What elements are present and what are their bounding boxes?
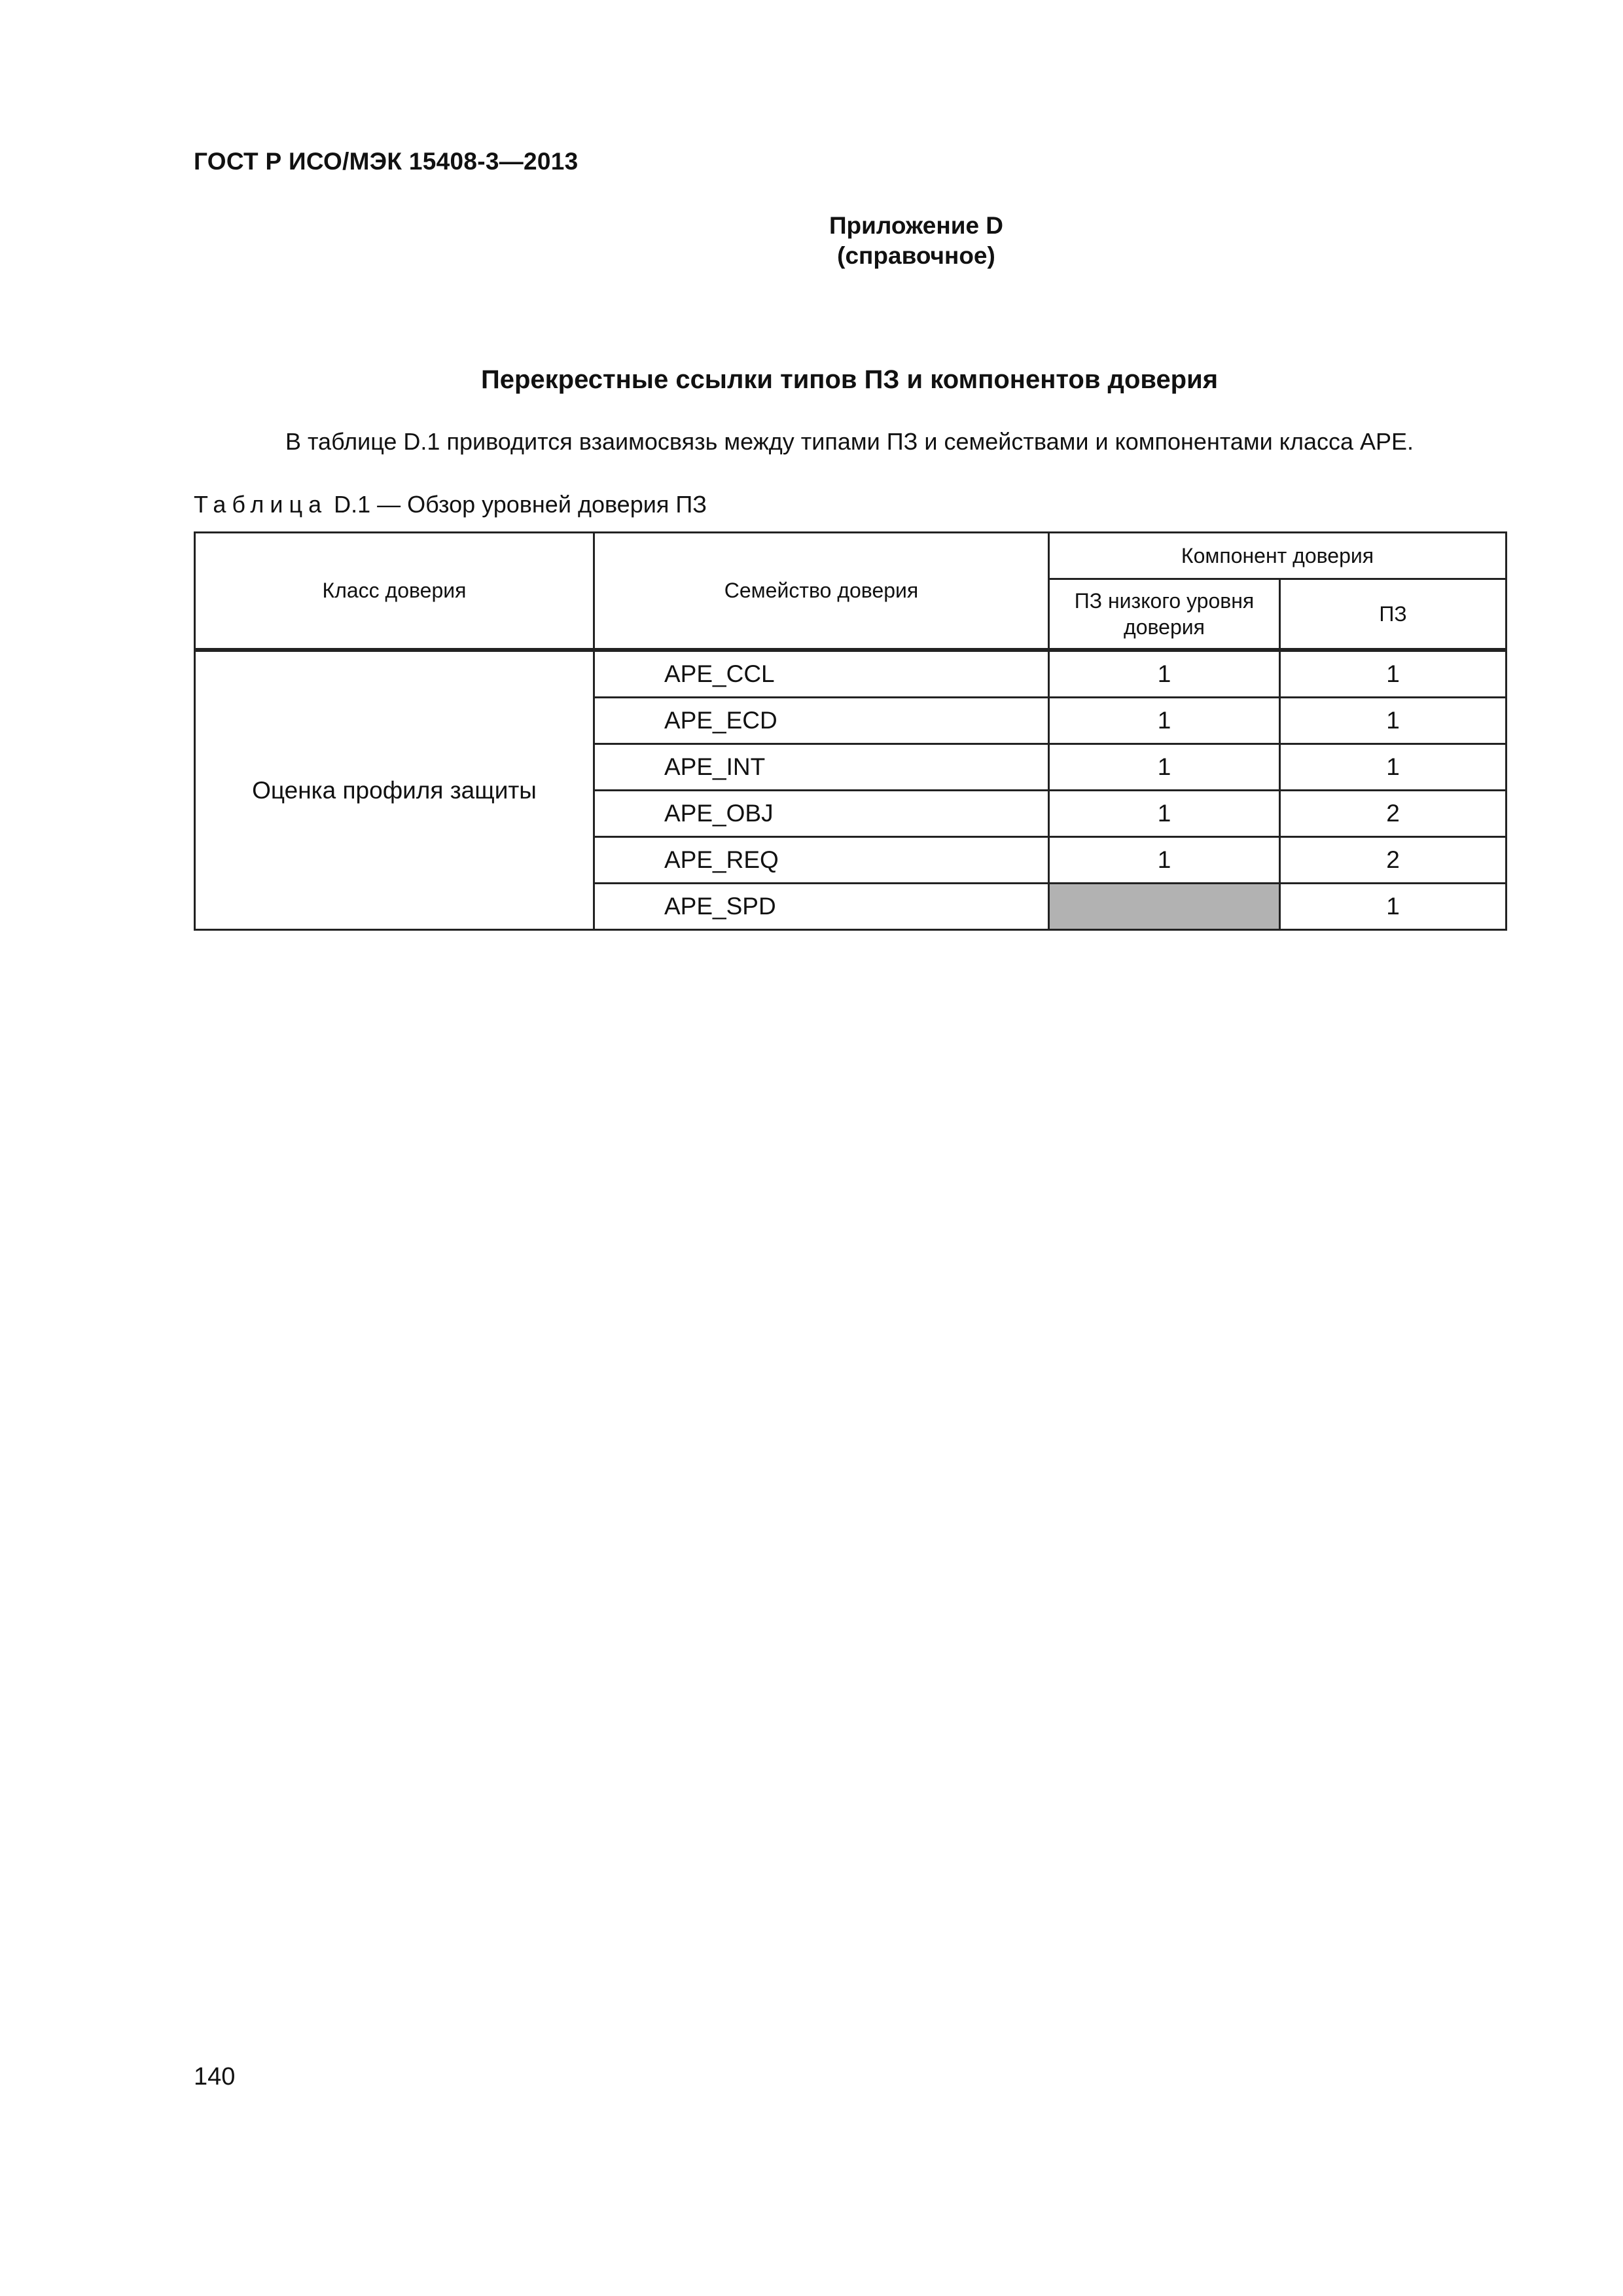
header-low-pp-line2: доверия — [1124, 615, 1205, 639]
appendix-heading — [687, 211, 1145, 271]
intro-paragraph: В таблице D.1 приводится взаимосвязь между типами ПЗ и семействами и компонентами класса APE. — [285, 428, 1414, 455]
family-cell: APE_ECD — [594, 698, 1049, 744]
pp-cell: 1 — [1280, 698, 1507, 744]
header-low-pp-line1: ПЗ низкого уровня — [1074, 589, 1255, 613]
table-row — [195, 651, 1507, 698]
low-pp-cell: 1 — [1049, 698, 1280, 744]
table-header-row — [195, 533, 1507, 579]
table-caption — [194, 491, 707, 518]
family-cell: APE_OBJ — [594, 791, 1049, 837]
pp-cell: 1 — [1280, 884, 1507, 930]
header-family: Семейство доверия — [594, 533, 1049, 649]
low-pp-cell: 1 — [1049, 651, 1280, 698]
pp-cell: 2 — [1280, 791, 1507, 837]
section-title: Перекрестные ссылки типов ПЗ и компонентов доверия — [480, 365, 1219, 394]
table-caption-word: Таблица — [194, 491, 328, 518]
table-caption-text: D.1 — Обзор уровней доверия ПЗ — [327, 491, 707, 518]
header-pp: ПЗ — [1280, 579, 1507, 649]
low-pp-cell: 1 — [1049, 837, 1280, 884]
family-cell: APE_CCL — [594, 651, 1049, 698]
header-component: Компонент доверия — [1049, 533, 1507, 579]
appendix-title: Приложение D — [829, 212, 1004, 239]
low-pp-cell: 1 — [1049, 744, 1280, 791]
family-cell: APE_SPD — [594, 884, 1049, 930]
family-cell: APE_INT — [594, 744, 1049, 791]
pp-cell: 2 — [1280, 837, 1507, 884]
pp-cell: 1 — [1280, 651, 1507, 698]
document-code: ГОСТ Р ИСО/МЭК 15408-3—2013 — [194, 148, 579, 175]
pp-cell: 1 — [1280, 744, 1507, 791]
assurance-table — [194, 531, 1507, 931]
family-cell: APE_REQ — [594, 837, 1049, 884]
class-cell: Оценка профиля защиты — [195, 651, 594, 930]
appendix-subtitle: (справочное) — [837, 242, 995, 269]
header-class: Класс доверия — [195, 533, 594, 649]
header-low-pp — [1049, 579, 1280, 649]
low-pp-cell-shaded — [1049, 884, 1280, 930]
page-number: 140 — [194, 2063, 236, 2090]
low-pp-cell: 1 — [1049, 791, 1280, 837]
